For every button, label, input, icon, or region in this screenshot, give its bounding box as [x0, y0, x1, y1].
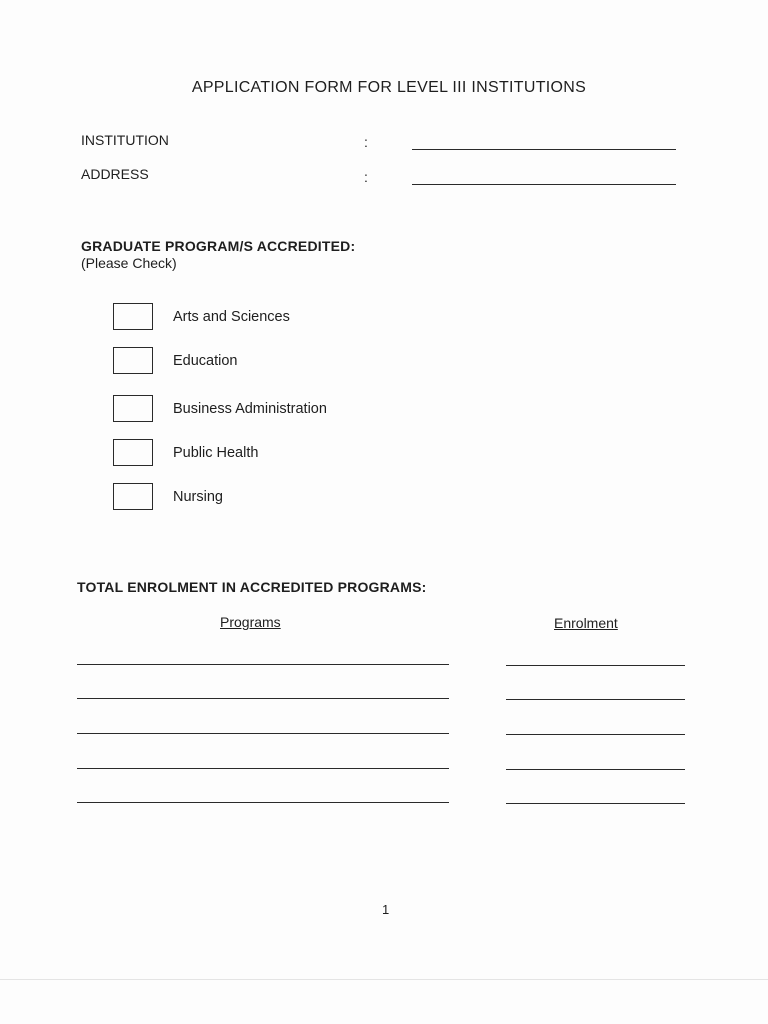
program-input-line[interactable]	[77, 733, 449, 734]
address-input-line[interactable]	[412, 184, 676, 185]
checkbox[interactable]	[113, 303, 153, 330]
total-enrolment-heading: TOTAL ENROLMENT IN ACCREDITED PROGRAMS:	[77, 579, 427, 595]
programs-column-header: Programs	[220, 614, 281, 630]
graduate-programs-heading: GRADUATE PROGRAM/S ACCREDITED:	[81, 238, 356, 254]
program-input-line[interactable]	[77, 768, 449, 769]
address-label: ADDRESS	[81, 166, 149, 182]
form-title: APPLICATION FORM FOR LEVEL III INSTITUTIONS	[191, 79, 587, 96]
checkbox[interactable]	[113, 483, 153, 510]
enrolment-column-header: Enrolment	[554, 615, 618, 631]
enrolment-input-line[interactable]	[506, 665, 685, 666]
please-check-note: (Please Check)	[81, 255, 177, 271]
option-label: Public Health	[173, 445, 259, 461]
institution-colon: :	[364, 134, 368, 150]
checkbox[interactable]	[113, 439, 153, 466]
option-label: Nursing	[173, 489, 223, 505]
option-public-health[interactable]	[113, 439, 513, 469]
option-education[interactable]	[113, 347, 513, 377]
page-number: 1	[382, 902, 390, 917]
enrolment-input-line[interactable]	[506, 734, 685, 735]
option-nursing[interactable]	[113, 483, 513, 513]
program-input-line[interactable]	[77, 802, 449, 803]
option-arts-and-sciences[interactable]	[113, 303, 513, 333]
option-label: Education	[173, 353, 238, 369]
program-input-line[interactable]	[77, 698, 449, 699]
page-edge-divider	[0, 979, 768, 980]
enrolment-input-line[interactable]	[506, 803, 685, 804]
institution-input-line[interactable]	[412, 149, 676, 150]
checkbox[interactable]	[113, 347, 153, 374]
program-input-line[interactable]	[77, 664, 449, 665]
option-business-administration[interactable]	[113, 395, 513, 425]
enrolment-input-line[interactable]	[506, 699, 685, 700]
option-label: Business Administration	[173, 401, 327, 417]
institution-label: INSTITUTION	[81, 132, 169, 148]
enrolment-input-line[interactable]	[506, 769, 685, 770]
address-colon: :	[364, 169, 368, 185]
option-label: Arts and Sciences	[173, 309, 290, 325]
checkbox[interactable]	[113, 395, 153, 422]
